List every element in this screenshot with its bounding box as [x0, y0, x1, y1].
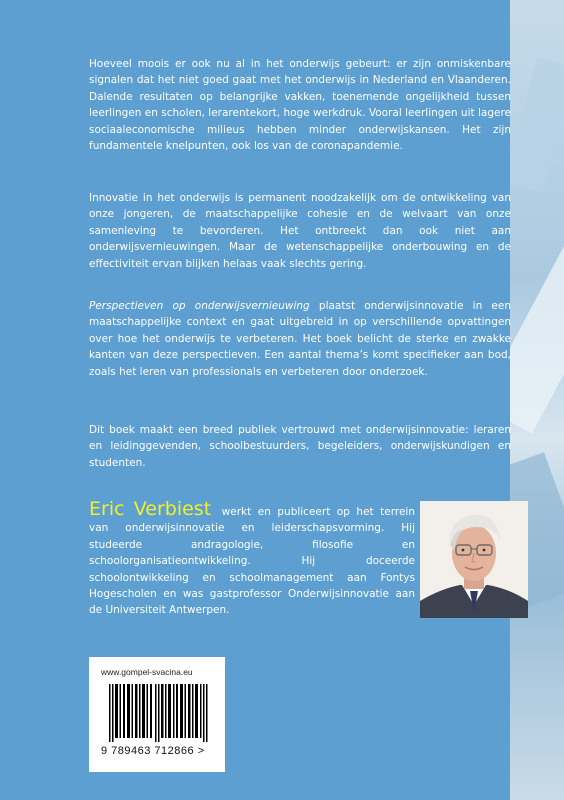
publisher-url: www.gompel-svacina.eu — [101, 667, 193, 677]
blurb-paragraph-4: Dit boek maakt een breed publiek vertrouwd met onderwijsinnovatie: leraren en leidinggevenden, schoolbestuurders, begeleiders, onderwijskundigen en studenten. — [89, 424, 511, 469]
isbn-number: 9 789463 712866 > — [101, 745, 205, 757]
blurb-paragraph-2: Innovatie in het onderwijs is permanent noodzakelijk om de ontwikkeling van onze jongeren, de maatschappelijke cohesie en de welvaart van onze samenleving te bevorderen. Het ontbreekt dan ook niet aan onderwijsvernieuwingen. Maar de wetenschappelijke onderbouwing en de effectiviteit ervan blijken helaas vaak slechts gering. — [89, 192, 511, 270]
blurb-paragraph-1: Hoeveel moois er ook nu al in het onderwijs gebeurt: er zijn onmiskenbare signalen dat het niet goed gaat met het onderwijs in Nederland en Vlaanderen. Dalende resultaten op belangrijke vakken, toenemende ongelijkheid tussen leerlingen en scholen, lerarentekort, hoge werkdruk. Vooral leerlingen uit lagere sociaaleconomische milieus hebben minder onderwijskansen. Het zijn fundamentele knelpunten, ook los van de coronapandemie. — [89, 58, 511, 153]
author-bio — [89, 500, 415, 619]
spine-shape — [510, 57, 564, 193]
book-title-mention: Perspectieven op onderwijsvernieuwing — [89, 300, 310, 312]
blurb-paragraph-3 — [89, 298, 511, 380]
spine-decoration — [510, 0, 564, 800]
author-photo — [420, 501, 528, 618]
spine-shape — [510, 246, 564, 433]
author-portrait-image — [420, 501, 528, 618]
barcode-image — [109, 684, 209, 742]
barcode-panel — [89, 657, 225, 772]
author-bio-text: werkt en publiceert op het terrein van onderwijsinnovatie en leiderschapsvorming. Hij studeerde andragologie, filosofie en schoolorganisatieontwikkeling. Hij doceerde schoolontwikkeling en schoolmanagement aan Fontys Hogescholen en was gastprofessor Onderwijsinnovatie aan de Universiteit Antwerpen. — [89, 506, 415, 617]
blurb-paragraph-3-text: plaatst onderwijsinnovatie in een maatschappelijke context en gaat uitgebreid in op verschillende opvattingen over hoe het onderwijs te verbeteren. Het boek belicht de sterke en zwakke kanten van deze perspectieven. Een aantal thema’s komt specifieker aan bod, zoals het leren van professionals en verbeteren door onderzoek. — [89, 300, 511, 378]
author-name: Eric Verbiest — [89, 498, 212, 520]
